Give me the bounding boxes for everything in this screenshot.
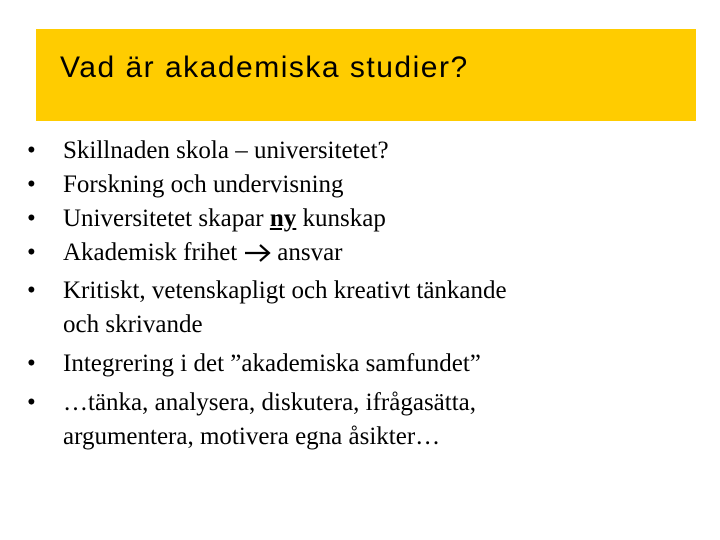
bullet-marker: • <box>27 137 36 164</box>
bullet-text-line: …tänka, analysera, diskutera, ifrågasätta, <box>63 389 477 416</box>
bullet-text-post: kunskap <box>296 205 386 232</box>
bullet-marker: • <box>27 350 36 377</box>
emphasis-word: ny <box>269 205 297 232</box>
bullet-marker: • <box>27 389 36 416</box>
bullet-text <box>63 202 720 236</box>
title-banner <box>36 29 696 121</box>
right-arrow-icon <box>243 240 273 274</box>
bullet-text-post: ansvar <box>277 239 343 266</box>
bullet-item <box>0 168 720 202</box>
bullet-text-pre: Akademisk frihet <box>63 239 238 266</box>
bullet-text-pre: Universitetet skapar <box>63 205 270 232</box>
bullet-marker: • <box>27 205 36 232</box>
bullet-list <box>0 134 720 454</box>
bullet-text <box>63 236 720 274</box>
bullet-marker: • <box>27 239 36 266</box>
bullet-text-line: och skrivande <box>63 311 203 338</box>
bullet-item <box>0 236 720 274</box>
bullet-text-line: argumentera, motivera egna åsikter… <box>63 423 441 450</box>
slide-title: Vad är akademiska studier? <box>60 51 469 84</box>
bullet-item <box>0 347 720 381</box>
bullet-text: Skillnaden skola – universitetet? <box>63 137 389 164</box>
bullet-marker: • <box>27 277 36 304</box>
bullet-item <box>0 274 720 342</box>
bullet-item <box>0 134 720 168</box>
bullet-text: Integrering i det ”akademiska samfundet” <box>63 350 481 377</box>
bullet-marker: • <box>27 171 36 198</box>
bullet-text: Forskning och undervisning <box>63 171 344 198</box>
bullet-text-line: Kritiskt, vetenskapligt och kreativt tänkande <box>63 277 507 304</box>
bullet-item <box>0 202 720 236</box>
bullet-item <box>0 386 720 454</box>
